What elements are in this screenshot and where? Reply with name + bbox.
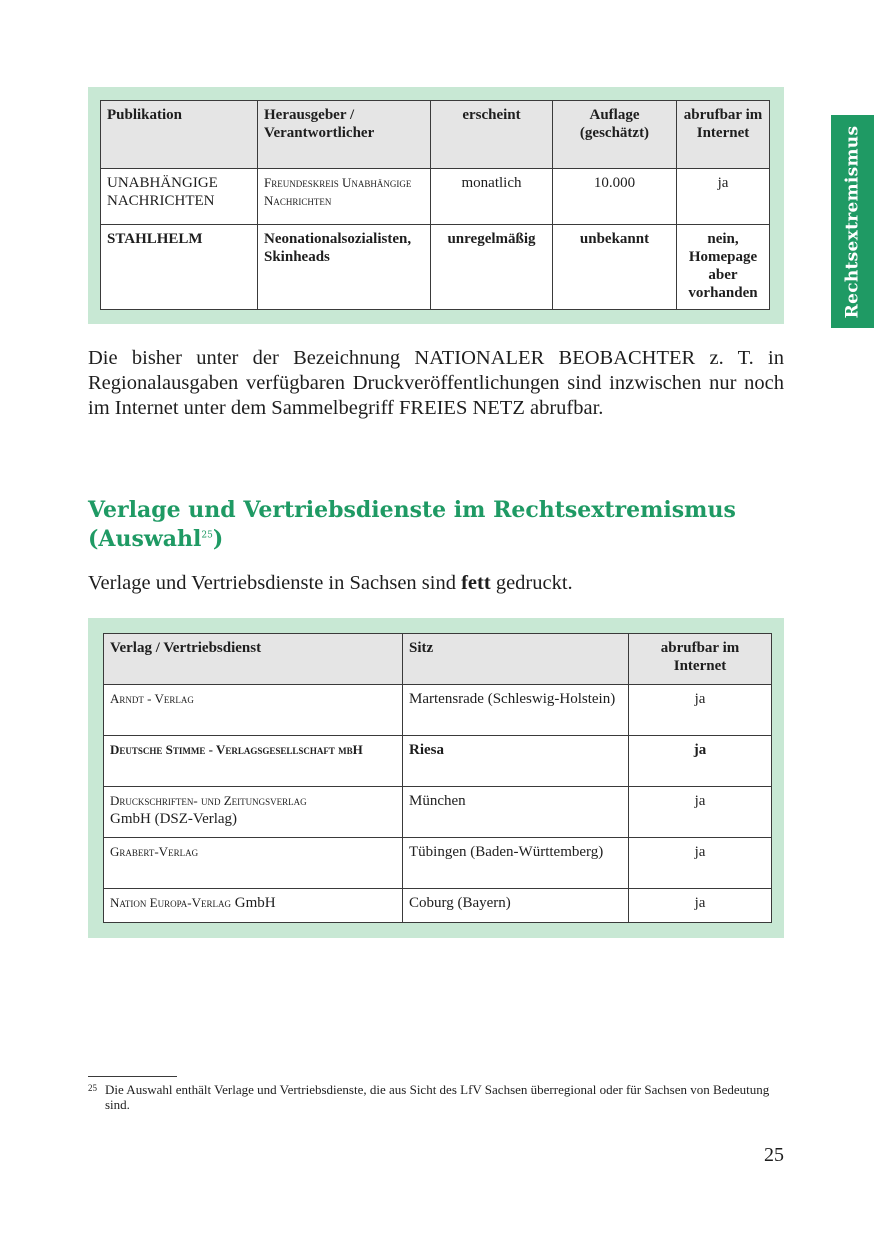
side-tab-label: Rechtsextremismus bbox=[842, 125, 863, 318]
cell-auflage: unbekannt bbox=[553, 225, 677, 310]
cell-internet: ja bbox=[629, 889, 772, 923]
cell-sitz: München bbox=[403, 787, 629, 838]
table-row bbox=[104, 685, 772, 736]
cell-sitz: Tübingen (Baden-Württemberg) bbox=[403, 838, 629, 889]
cell-sitz: Riesa bbox=[403, 736, 629, 787]
side-tab bbox=[831, 115, 874, 328]
cell-verlag-suffix: GmbH bbox=[234, 895, 276, 911]
cell-herausgeber: Neonationalsozialisten, Skinheads bbox=[258, 225, 431, 310]
publications-table-box bbox=[88, 87, 784, 324]
cell-internet: ja bbox=[629, 685, 772, 736]
cell-herausgeber: Freundeskreis Unabhängige Nachrichten bbox=[258, 169, 431, 225]
section-heading-text: Verlage und Vertriebsdienste im Rechtsextremismus (Auswahl bbox=[88, 497, 736, 552]
table-row bbox=[101, 225, 770, 310]
header-erscheint: erscheint bbox=[431, 101, 553, 169]
table-row bbox=[104, 889, 772, 923]
header-publikation: Publikation bbox=[101, 101, 258, 169]
publications-table bbox=[100, 100, 770, 310]
table-header-row bbox=[101, 101, 770, 169]
cell-sitz: Coburg (Bayern) bbox=[403, 889, 629, 923]
cell-verlag-name: Nation Europa-Verlag bbox=[110, 895, 231, 910]
footnote-rule bbox=[88, 1076, 177, 1077]
cell-verlag: Deutsche Stimme - Verlagsgesellschaft mbH bbox=[104, 736, 403, 787]
footnote-number: 25 bbox=[88, 1083, 97, 1093]
header-internet: abrufbar im Internet bbox=[677, 101, 770, 169]
intro-paragraph bbox=[88, 571, 784, 596]
intro-text: Verlage und Vertriebsdienste in Sachsen sind bbox=[88, 572, 462, 594]
table-row bbox=[104, 787, 772, 838]
page-number: 25 bbox=[764, 1144, 784, 1166]
table-header-row bbox=[104, 634, 772, 685]
header-auflage: Auflage (geschätzt) bbox=[553, 101, 677, 169]
header-herausgeber: Herausgeber / Verantwortlicher bbox=[258, 101, 431, 169]
intro-text-end: gedruckt. bbox=[490, 572, 573, 594]
cell-internet: ja bbox=[629, 736, 772, 787]
cell-internet: ja bbox=[677, 169, 770, 225]
cell-erscheint: unregelmäßig bbox=[431, 225, 553, 310]
table-row bbox=[101, 169, 770, 225]
publishers-table bbox=[103, 633, 772, 923]
cell-internet: ja bbox=[629, 838, 772, 889]
body-paragraph: Die bisher unter der Bezeichnung NATIONALER BEOBACHTER z. T. in Regionalausgaben verfügbaren Druckveröffentlichungen sind inzwischen nur noch im Internet unter dem Sammelbegriff FREIES NETZ abrufbar. bbox=[88, 347, 784, 419]
section-heading-close: ) bbox=[212, 526, 224, 552]
cell-erscheint: monatlich bbox=[431, 169, 553, 225]
cell-verlag bbox=[104, 889, 403, 923]
cell-auflage: 10.000 bbox=[553, 169, 677, 225]
intro-bold: fett bbox=[461, 572, 491, 594]
cell-verlag: Grabert-Verlag bbox=[104, 838, 403, 889]
table-row bbox=[104, 838, 772, 889]
footnote-reference: 25 bbox=[201, 530, 213, 541]
cell-internet: ja bbox=[629, 787, 772, 838]
cell-verlag bbox=[104, 787, 403, 838]
header-sitz: Sitz bbox=[403, 634, 629, 685]
footnote-text: Die Auswahl enthält Verlage und Vertriebsdienste, die aus Sicht des LfV Sachsen überregional oder für Sachsen von Bedeutung sind. bbox=[105, 1082, 770, 1112]
cell-verlag-name: Druckschriften- und Zeitungsverlag bbox=[110, 793, 307, 808]
publishers-table-box bbox=[88, 618, 784, 938]
cell-internet: nein, Homepage aber vorhanden bbox=[677, 225, 770, 310]
section-heading bbox=[88, 496, 784, 554]
header-verlag: Verlag / Vertriebsdienst bbox=[104, 634, 403, 685]
cell-publikation: UNABHÄNGIGE NACHRICHTEN bbox=[101, 169, 258, 225]
cell-verlag-suffix: GmbH (DSZ-Verlag) bbox=[110, 811, 238, 827]
table-row bbox=[104, 736, 772, 787]
header-internet: abrufbar im Internet bbox=[629, 634, 772, 685]
cell-verlag: Arndt - Verlag bbox=[104, 685, 403, 736]
footnote bbox=[88, 1082, 784, 1112]
cell-sitz: Martensrade (Schleswig-Holstein) bbox=[403, 685, 629, 736]
cell-publikation: STAHLHELM bbox=[101, 225, 258, 310]
